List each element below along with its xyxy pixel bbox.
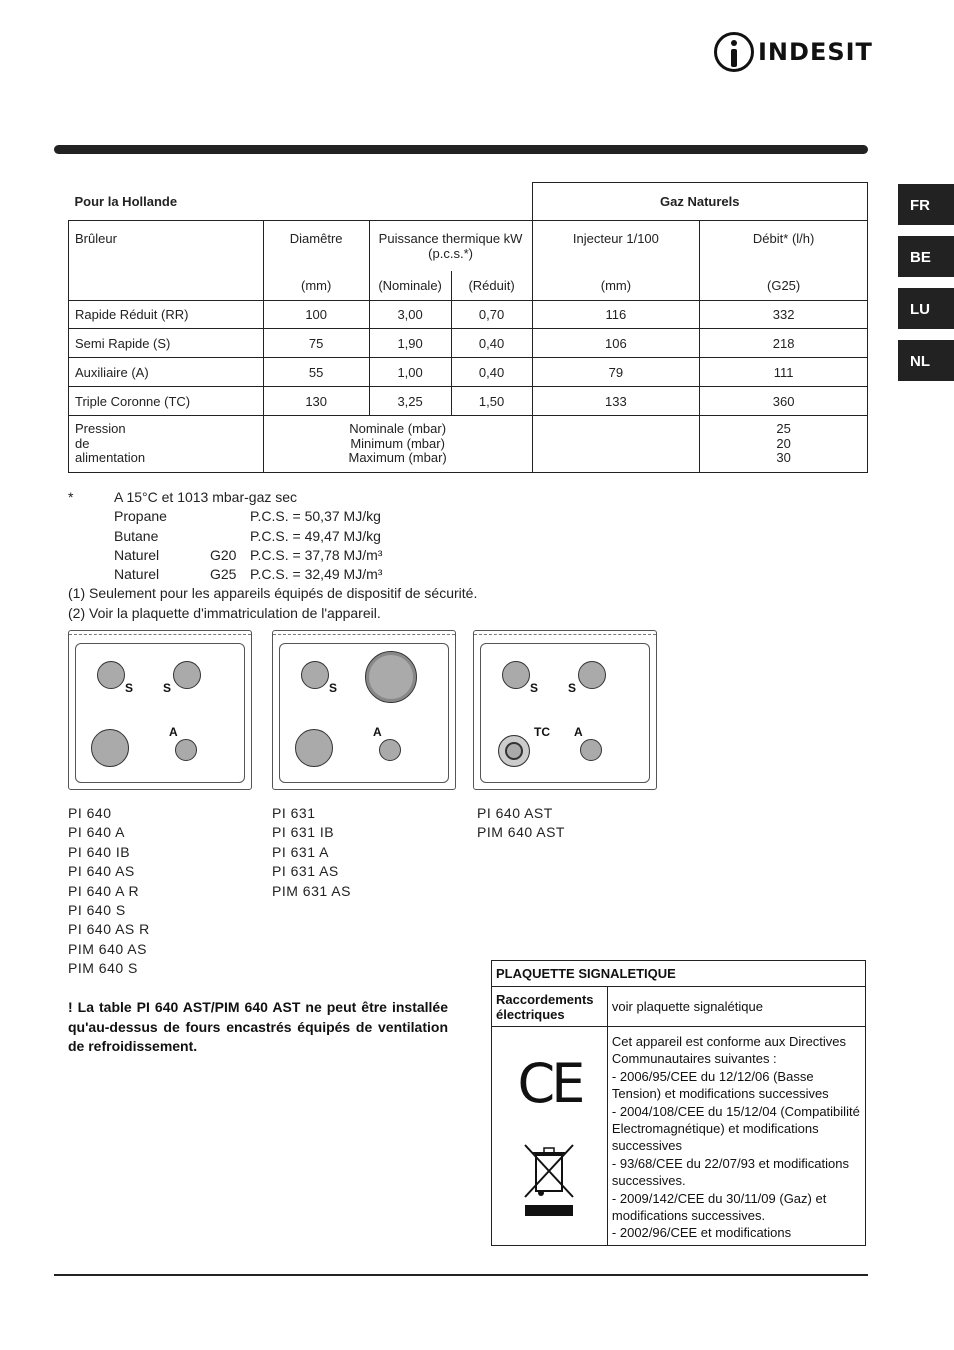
brand-name: INDESIT bbox=[758, 38, 873, 66]
col-flow: Débit* (l/h) bbox=[700, 221, 868, 271]
burner-reduced: 1,50 bbox=[451, 387, 532, 416]
gas-table bbox=[68, 182, 868, 473]
conformity-line: - 2004/108/CEE du 15/12/04 (Compatibilité Electromagnétique) et modifications successives bbox=[611, 1103, 860, 1154]
lang-tab-lu[interactable]: LU bbox=[898, 288, 954, 329]
marks-cell bbox=[492, 1027, 608, 1246]
col-burner: Brûleur bbox=[69, 221, 264, 301]
burner-label: A bbox=[373, 725, 382, 739]
burner-a-icon bbox=[379, 739, 401, 761]
pressure-minimum-value: 20 bbox=[776, 435, 791, 451]
gas-name: Naturel bbox=[114, 546, 160, 563]
hob-rim bbox=[474, 634, 656, 638]
model-item: PI 640 AST bbox=[477, 805, 553, 821]
language-tabs bbox=[898, 184, 954, 392]
unit-injector: (mm) bbox=[532, 271, 700, 301]
model-list-2 bbox=[272, 804, 351, 901]
model-item: PIM 640 AST bbox=[477, 824, 565, 841]
model-item: PI 640 IB bbox=[68, 843, 131, 860]
model-list-3 bbox=[477, 804, 565, 843]
burner-name: Auxiliaire (A) bbox=[69, 358, 264, 387]
table-title: Pour la Hollande bbox=[74, 193, 178, 209]
unit-nominal: (Nominale) bbox=[369, 271, 451, 301]
footnotes bbox=[68, 488, 477, 623]
gas-code bbox=[210, 507, 250, 526]
burner-nominal: 3,00 bbox=[369, 301, 451, 329]
burner-flow: 332 bbox=[700, 301, 868, 329]
burner-s-icon bbox=[173, 661, 201, 689]
burner-name: Triple Coronne (TC) bbox=[69, 387, 264, 416]
pressure-maximum-value: 30 bbox=[776, 450, 791, 466]
burner-label: A bbox=[169, 725, 178, 739]
pressure-types bbox=[263, 416, 532, 473]
pressure-nominal-value: 25 bbox=[776, 421, 791, 437]
pressure-minimum: Minimum (mbar) bbox=[350, 435, 445, 451]
gas-value: P.C.S. = 37,78 MJ/m³ bbox=[250, 546, 383, 563]
burner-injector: 133 bbox=[532, 387, 700, 416]
model-item: PI 631 bbox=[272, 805, 316, 821]
unit-reduced: (Réduit) bbox=[451, 271, 532, 301]
burner-nominal: 1,00 bbox=[369, 358, 451, 387]
burner-flow: 111 bbox=[700, 358, 868, 387]
burner-nominal: 1,90 bbox=[369, 329, 451, 358]
model-item: PIM 631 AS bbox=[272, 882, 351, 899]
burner-diameter: 55 bbox=[263, 358, 369, 387]
burner-injector: 79 bbox=[532, 358, 700, 387]
installation-warning: ! La table PI 640 AST/PIM 640 AST ne peut être installée qu'au-dessus de fours encastrés équipés de ventilation de refroidissement. bbox=[68, 999, 448, 1054]
gas-header: Gaz Naturels bbox=[532, 183, 867, 221]
model-list-1 bbox=[68, 804, 150, 979]
burner-name: Rapide Réduit (RR) bbox=[69, 301, 264, 329]
col-diameter: Diamêtre bbox=[263, 221, 369, 271]
burner-label: S bbox=[329, 681, 338, 695]
ce-mark-icon: CE bbox=[517, 1051, 582, 1115]
model-item: PI 640 bbox=[68, 805, 112, 821]
model-item: PI 631 A bbox=[272, 843, 329, 860]
pressure-maximum: Maximum (mbar) bbox=[348, 450, 447, 466]
conformity-line: - 2009/142/CEE du 30/11/09 (Gaz) et modifications successives. bbox=[611, 1190, 827, 1224]
burner-reduced: 0,40 bbox=[451, 358, 532, 387]
model-item: PI 640 AS bbox=[68, 863, 135, 880]
gas-value: P.C.S. = 49,47 MJ/kg bbox=[250, 527, 381, 544]
unit-flow: (G25) bbox=[700, 271, 868, 301]
burner-diameter: 75 bbox=[263, 329, 369, 358]
burner-reduced: 0,70 bbox=[451, 301, 532, 329]
hob-diagram-3 bbox=[473, 630, 657, 790]
conformity-line: - 93/68/CEE du 22/07/93 et modifications successives. bbox=[611, 1155, 849, 1189]
burner-rr-icon bbox=[91, 729, 129, 767]
model-item: PI 640 S bbox=[68, 902, 126, 919]
model-item: PI 640 A R bbox=[68, 882, 140, 899]
pressure-label bbox=[69, 416, 264, 473]
burner-label: S bbox=[163, 681, 172, 695]
hob-rim bbox=[69, 634, 251, 638]
pressure-row bbox=[69, 416, 868, 473]
brand-i-icon bbox=[714, 32, 754, 72]
hob-diagram-1 bbox=[68, 630, 252, 790]
burner-label: S bbox=[125, 681, 134, 695]
rating-plate-table bbox=[491, 960, 866, 1246]
footer-rule bbox=[54, 1274, 868, 1276]
burner-s-icon bbox=[502, 661, 530, 689]
burner-label: S bbox=[530, 681, 539, 695]
table-row bbox=[69, 387, 868, 416]
pressure-label-line: alimentation bbox=[75, 450, 146, 466]
burner-a-icon bbox=[175, 739, 197, 761]
col-power: Puissance thermique kW (p.c.s.*) bbox=[369, 221, 532, 271]
lang-tab-be[interactable]: BE bbox=[898, 236, 954, 277]
model-item: PIM 640 S bbox=[68, 960, 138, 977]
conformity-line: - 2006/95/CEE du 12/12/06 (Basse Tension) et modifications successives bbox=[611, 1068, 829, 1102]
model-item: PIM 640 AS bbox=[68, 940, 147, 957]
conformity-line: Cet appareil est conforme aux Directives Communautaires suivantes : bbox=[611, 1034, 847, 1067]
unit-diameter: (mm) bbox=[263, 271, 369, 301]
burner-s-icon bbox=[578, 661, 606, 689]
burner-reduced: 0,40 bbox=[451, 329, 532, 358]
burner-a-icon bbox=[580, 739, 602, 761]
burner-s-icon bbox=[301, 661, 329, 689]
gas-code bbox=[210, 527, 250, 546]
lang-tab-nl[interactable]: NL bbox=[898, 340, 954, 381]
burner-name: Semi Rapide (S) bbox=[69, 329, 264, 358]
gas-name: Propane bbox=[114, 508, 167, 525]
conformity-text bbox=[607, 1027, 865, 1246]
brand-logo bbox=[714, 30, 873, 74]
burner-rr-icon bbox=[295, 729, 333, 767]
gas-code: G25 bbox=[210, 566, 237, 583]
weee-bin-icon bbox=[521, 1141, 577, 1217]
burner-diameter: 100 bbox=[263, 301, 369, 329]
burner-nominal: 3,25 bbox=[369, 387, 451, 416]
burner-injector: 106 bbox=[532, 329, 700, 358]
burner-flow: 360 bbox=[700, 387, 868, 416]
gas-code: G20 bbox=[210, 546, 237, 563]
gas-value: P.C.S. = 32,49 MJ/m³ bbox=[250, 566, 383, 583]
pressure-label-line: Pression bbox=[75, 421, 126, 437]
plate-title: PLAQUETTE SIGNALETIQUE bbox=[492, 961, 866, 987]
col-injector: Injecteur 1/100 bbox=[532, 221, 700, 271]
table-row bbox=[69, 301, 868, 329]
pressure-nominal: Nominale (mbar) bbox=[349, 421, 447, 437]
connections-label: Raccordements électriques bbox=[492, 987, 608, 1027]
burner-label: A bbox=[574, 725, 583, 739]
footnote-2: (2) Voir la plaquette d'immatriculation de l'appareil. bbox=[68, 604, 381, 621]
burner-tc-icon bbox=[365, 651, 417, 703]
model-item: PI 631 AS bbox=[272, 863, 339, 880]
footnote-1: (1) Seulement pour les appareils équipés de dispositif de sécurité. bbox=[68, 585, 478, 602]
footnote-conditions: A 15°C et 1013 mbar-gaz sec bbox=[114, 489, 298, 505]
model-item: PI 640 AS R bbox=[68, 921, 150, 938]
pressure-empty-cell bbox=[532, 416, 700, 473]
table-row bbox=[69, 358, 868, 387]
gas-value: P.C.S. = 50,37 MJ/kg bbox=[250, 508, 381, 525]
burner-tc-icon bbox=[498, 735, 530, 767]
header-rule bbox=[54, 145, 868, 154]
model-item: PI 640 A bbox=[68, 824, 125, 841]
pressure-values bbox=[700, 416, 868, 473]
table-row bbox=[69, 329, 868, 358]
gas-name: Butane bbox=[114, 527, 159, 544]
burner-label: S bbox=[568, 681, 577, 695]
hob-rim bbox=[273, 634, 455, 638]
hob-diagram-2 bbox=[272, 630, 456, 790]
burner-diameter: 130 bbox=[263, 387, 369, 416]
lang-tab-fr[interactable]: FR bbox=[898, 184, 954, 225]
pressure-label-line: de bbox=[75, 435, 90, 451]
footnote-star: * bbox=[68, 489, 74, 505]
conformity-line: - 2002/96/CEE et modifications bbox=[611, 1225, 792, 1241]
burner-s-icon bbox=[97, 661, 125, 689]
burner-flow: 218 bbox=[700, 329, 868, 358]
connections-value: voir plaquette signalétique bbox=[607, 987, 865, 1027]
model-item: PI 631 IB bbox=[272, 824, 335, 841]
burner-injector: 116 bbox=[532, 301, 700, 329]
burner-label: TC bbox=[534, 725, 550, 739]
gas-name: Naturel bbox=[114, 566, 160, 583]
